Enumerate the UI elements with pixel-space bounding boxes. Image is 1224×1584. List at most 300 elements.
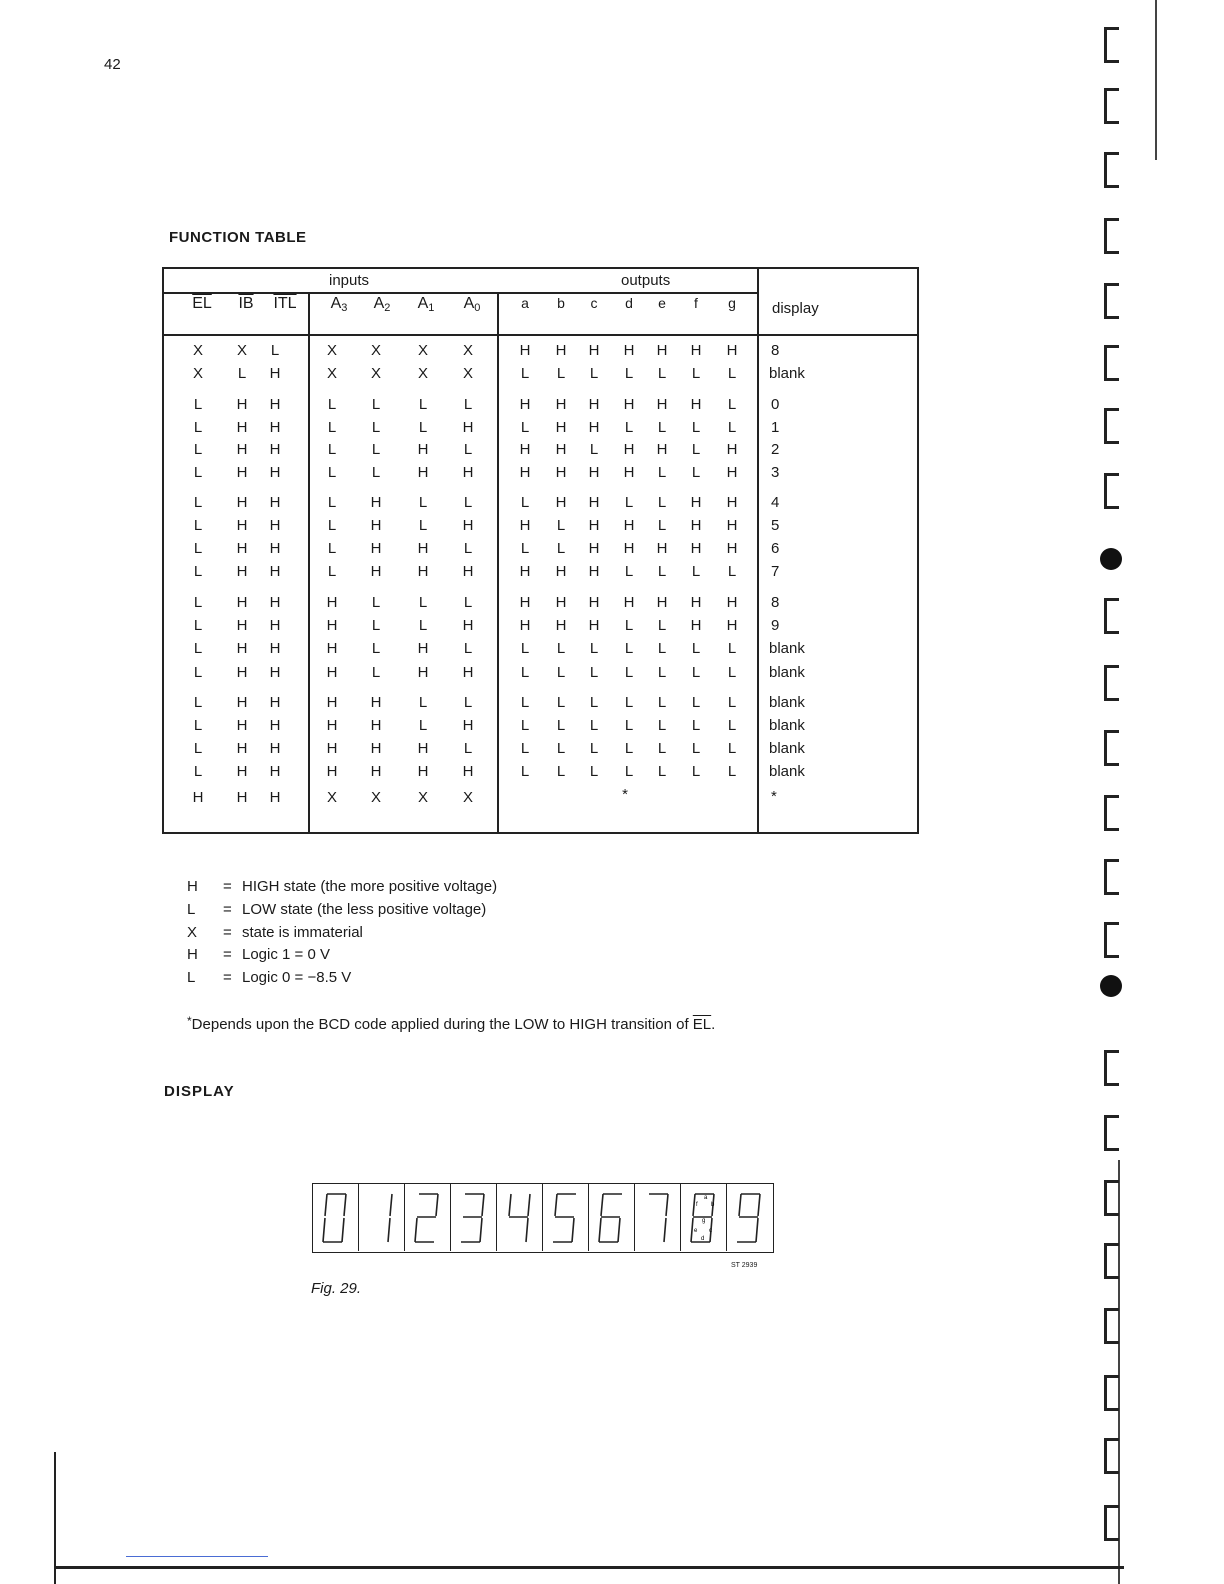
binding-tab [1104,1115,1119,1151]
cell-a0: L [463,494,473,511]
cell-e: L [657,419,667,436]
legend-definition: state is immaterial [242,924,363,941]
segment-letter-d: d [701,1236,705,1242]
cell-el: L [193,464,203,481]
cell-a2: H [370,563,382,580]
cell-d: L [624,763,634,780]
segment-f [739,1194,741,1216]
cell-itl: H [269,396,281,413]
cell-a: L [520,694,530,711]
cell-itl: H [269,419,281,436]
cell-f: L [691,740,701,757]
cell-display: 8 [771,594,780,611]
cell-b: L [556,763,566,780]
cell-b: H [555,494,567,511]
cell-el: L [193,740,203,757]
cell-a2: L [371,419,381,436]
page-bottom-edge [54,1566,1124,1569]
cell-ib: H [236,419,248,436]
cell-a1: H [417,763,429,780]
cell-a1: H [417,740,429,757]
cell-a2: L [371,617,381,634]
page-left-edge [54,1452,56,1584]
cell-a2: L [371,396,381,413]
margin-rule-top [1155,0,1157,160]
binding-tab [1104,730,1119,766]
cell-display: blank [769,664,805,681]
digit-glyph [543,1184,589,1251]
cell-c: L [589,763,599,780]
cell-f: L [691,365,701,382]
cell-a1: H [417,563,429,580]
cell-b: H [555,617,567,634]
cell-a: H [519,517,531,534]
cell-a3: L [327,396,337,413]
binding-tab [1104,1180,1119,1216]
binding-tab [1104,859,1119,895]
segment-f [601,1194,603,1216]
segment-letter-c: c [709,1228,712,1234]
cell-a: H [519,441,531,458]
segment-letter-e: e [694,1228,698,1234]
last-row-a0: X [462,789,473,806]
cell-e: H [656,441,668,458]
cell-a3: L [327,441,337,458]
cell-a1: H [417,464,429,481]
cell-d: H [623,517,635,534]
cell-itl: H [269,494,281,511]
cell-a1: L [418,494,428,511]
cell-e: L [657,763,667,780]
cell-g: L [727,740,737,757]
cell-display: 5 [771,517,780,534]
legend-symbol: L [187,969,196,986]
segment-c [664,1218,666,1242]
digit-6 [589,1184,635,1251]
segment-letter-f: f [696,1202,698,1208]
binding-tabs [1090,0,1224,1584]
cell-g: L [727,640,737,657]
cell-f: L [691,640,701,657]
legend-symbol: X [187,924,198,941]
cell-e: H [656,396,668,413]
header-a1-sub: 1 [428,302,435,314]
cell-a1: L [418,419,428,436]
cell-e: L [657,717,667,734]
cell-a1: H [417,540,429,557]
header-a2-base: A [373,295,385,312]
cell-display: blank [769,740,805,757]
cell-el: L [193,594,203,611]
legend-equals: = [223,901,232,918]
cell-c: H [588,594,600,611]
cell-g: L [727,365,737,382]
seven-segment-strip [312,1183,774,1253]
segment-b [666,1194,668,1216]
digit-glyph [589,1184,635,1251]
cell-display: blank [769,763,805,780]
cell-c: H [588,396,600,413]
cell-display: 9 [771,617,780,634]
cell-itl: L [270,342,280,359]
legend-definition: Logic 0 = −8.5 V [242,969,352,986]
cell-a0: H [462,664,474,681]
segment-b [482,1194,484,1216]
cell-c: H [588,342,600,359]
cell-a: L [520,740,530,757]
cell-d: L [624,717,634,734]
cell-a: L [520,494,530,511]
cell-a0: L [463,396,473,413]
cell-itl: H [269,441,281,458]
cell-a: H [519,464,531,481]
cell-d: L [624,365,634,382]
cell-b: L [556,717,566,734]
segment-e [323,1218,325,1242]
cell-g: L [727,563,737,580]
cell-a3: X [326,365,337,382]
cell-b: L [556,740,566,757]
cell-el: L [193,664,203,681]
cell-a0: L [463,540,473,557]
footnote-star: * [187,1014,192,1028]
cell-ib: H [236,494,248,511]
cell-f: L [691,419,701,436]
cell-a: L [520,664,530,681]
cell-a3: H [326,694,338,711]
digit-0 [313,1184,359,1251]
separator-inputs-outputs [497,292,499,834]
cell-d: L [624,494,634,511]
cell-display: 4 [771,494,780,511]
cell-a: H [519,617,531,634]
cell-a0: H [462,617,474,634]
cell-g: L [727,763,737,780]
cell-a2: H [370,717,382,734]
cell-d: H [623,396,635,413]
cell-a0: L [463,594,473,611]
binding-tab [1104,1505,1119,1541]
cell-el: L [193,694,203,711]
cell-a0: H [462,464,474,481]
cell-a: L [520,717,530,734]
cell-c: H [588,494,600,511]
cell-f: L [691,441,701,458]
figure-caption: Fig. 29. [311,1280,362,1297]
last-row-display: * [771,788,777,805]
cell-a: H [519,563,531,580]
cell-el: L [193,717,203,734]
cell-c: H [588,617,600,634]
binding-tab [1104,795,1119,831]
cell-a2: H [370,494,382,511]
separator-outputs-display [757,267,759,834]
segment-letter-g: g [702,1218,706,1224]
segment-e [415,1218,417,1242]
header-separator [162,334,919,336]
legend-equals: = [223,924,232,941]
segment-e [599,1218,601,1242]
binding-tab [1104,88,1119,124]
segment-c [342,1218,344,1242]
footnote-end: . [711,1016,716,1033]
cell-ib: H [236,740,248,757]
header-a2-sub: 2 [384,302,391,314]
last-row-itl: H [269,789,281,806]
cell-a3: H [326,717,338,734]
header-a3 [319,295,359,314]
cell-g: L [727,694,737,711]
cell-a2: H [370,740,382,757]
legend-equals: = [223,946,232,963]
header-itl: $\overline{ITL}$ [273,295,297,312]
cell-a2: L [371,664,381,681]
segment-f [325,1194,327,1216]
binding-tab [1104,922,1119,958]
cell-g: H [726,617,738,634]
display-title: DISPLAY [164,1083,235,1100]
binding-tab [1104,27,1119,63]
cell-b: L [556,517,566,534]
digit-3 [451,1184,497,1251]
last-row-el: H [192,789,204,806]
cell-c: L [589,664,599,681]
cell-f: H [690,517,702,534]
cell-ib: H [236,464,248,481]
cell-a: H [519,396,531,413]
cell-itl: H [269,763,281,780]
cell-itl: H [269,717,281,734]
cell-display: 8 [771,342,780,359]
cell-e: L [657,494,667,511]
page-number: 42 [104,56,121,73]
cell-itl: H [269,594,281,611]
binding-tab [1104,152,1119,188]
cell-d: L [624,419,634,436]
segment-b [758,1194,760,1216]
cell-el: L [193,617,203,634]
cell-a2: X [370,365,381,382]
cell-g: H [726,441,738,458]
last-row-a1: X [417,789,428,806]
digit-glyph [313,1184,359,1251]
cell-a3: L [327,540,337,557]
binding-tab [1104,345,1119,381]
last-row-ib: H [236,789,248,806]
legend-definition: Logic 1 = 0 V [242,946,330,963]
cell-a0: H [462,563,474,580]
cell-ib: H [236,594,248,611]
cell-el: X [192,342,203,359]
cell-a2: L [371,441,381,458]
cell-c: L [589,441,599,458]
cell-ib: H [236,517,248,534]
binding-tab [1104,283,1119,319]
cell-a1: H [417,664,429,681]
cell-ib: H [236,441,248,458]
binding-tab [1104,598,1119,634]
cell-e: L [657,617,667,634]
outputs-label: outputs [621,272,671,289]
cell-c: H [588,540,600,557]
header-a: a [521,295,529,311]
header-a1 [406,295,446,314]
inputs-label: inputs [329,272,370,289]
digit-glyph [359,1184,405,1251]
separator-control-address [308,292,310,834]
header-a3-sub: 3 [341,302,348,314]
cell-c: H [588,517,600,534]
header-ib: $\overline{IB}$ [238,295,254,312]
header-d: d [625,295,633,311]
header-el: $\overline{EL}$ [192,295,212,312]
segment-f [509,1194,511,1216]
header-a3-base: A [330,295,342,312]
legend-equals: = [223,878,232,895]
cell-ib: H [236,763,248,780]
legend-symbol: L [187,901,196,918]
cell-f: L [691,717,701,734]
cell-c: L [589,365,599,382]
function-table [162,267,922,836]
cell-el: L [193,494,203,511]
cell-a3: H [326,664,338,681]
footnote-signal: $\overline{EL}$ [692,1016,712,1033]
cell-a: H [519,594,531,611]
cell-a: L [520,763,530,780]
cell-e: L [657,365,667,382]
segment-c [388,1218,390,1242]
figure-ref-code: ST 2939 [731,1262,758,1269]
cell-e: L [657,694,667,711]
cell-display: 3 [771,464,780,481]
cell-d: H [623,594,635,611]
cell-a2: L [371,594,381,611]
cell-f: L [691,763,701,780]
cell-el: L [193,396,203,413]
digit-glyph [405,1184,451,1251]
cell-f: L [691,563,701,580]
binding-tab [1104,1375,1119,1411]
cell-f: L [691,464,701,481]
cell-a3: X [326,342,337,359]
digit-glyph [681,1184,727,1251]
cell-itl: H [269,464,281,481]
cell-e: L [657,464,667,481]
header-a1-base: A [417,295,429,312]
cell-g: L [727,419,737,436]
legend-symbol: H [187,878,198,895]
cell-ib: H [236,694,248,711]
cell-el: L [193,419,203,436]
cell-a0: L [463,441,473,458]
cell-a0: H [462,717,474,734]
segment-f [693,1194,695,1216]
cell-d: L [624,664,634,681]
cell-a1: L [418,594,428,611]
header-g: g [728,295,736,311]
header-a0-base: A [463,295,475,312]
cell-ib: X [236,342,247,359]
segment-letter-a: a [704,1195,708,1201]
cell-ib: H [236,563,248,580]
digit-glyph [635,1184,681,1251]
legend-symbol: H [187,946,198,963]
cell-d: L [624,640,634,657]
cell-b: H [555,594,567,611]
cell-g: H [726,342,738,359]
cell-c: L [589,640,599,657]
cell-e: L [657,517,667,534]
footnote [187,1014,715,1033]
cell-a1: H [417,640,429,657]
cell-a: L [520,365,530,382]
cell-a3: H [326,740,338,757]
cell-f: L [691,664,701,681]
cell-b: H [555,342,567,359]
cell-g: L [727,664,737,681]
cell-b: L [556,664,566,681]
cell-g: H [726,494,738,511]
digit-glyph [727,1184,773,1251]
group-separator [162,292,759,294]
cell-itl: H [269,540,281,557]
cell-a0: H [462,517,474,534]
cell-b: L [556,694,566,711]
cell-e: L [657,640,667,657]
cell-el: L [193,763,203,780]
cell-a0: L [463,740,473,757]
cell-ib: H [236,617,248,634]
cell-e: H [656,594,668,611]
digit-9 [727,1184,773,1251]
cell-a2: H [370,540,382,557]
cell-ib: H [236,396,248,413]
segment-c [756,1218,758,1242]
cell-el: L [193,441,203,458]
cell-a0: H [462,763,474,780]
segment-c [572,1218,574,1242]
segment-b [528,1194,530,1216]
cell-f: H [690,342,702,359]
binding-tab [1104,408,1119,444]
cell-a3: H [326,640,338,657]
cell-ib: H [236,540,248,557]
header-e: e [658,295,666,311]
cell-a: L [520,640,530,657]
cell-el: L [193,640,203,657]
segment-c [618,1218,620,1242]
binding-tab [1104,1243,1119,1279]
cell-itl: H [269,617,281,634]
digit-2 [405,1184,451,1251]
cell-a2: H [370,694,382,711]
binding-tab [1104,1438,1119,1474]
cell-el: X [192,365,203,382]
cell-f: H [690,617,702,634]
cell-d: H [623,342,635,359]
legend-equals: = [223,969,232,986]
cell-a1: L [418,717,428,734]
cell-a1: L [418,517,428,534]
ink-blot [1100,548,1122,570]
cell-d: H [623,540,635,557]
header-a0-sub: 0 [474,302,481,314]
binding-tab [1104,1050,1119,1086]
cell-g: L [727,396,737,413]
cell-a3: L [327,494,337,511]
cell-a1: L [418,617,428,634]
